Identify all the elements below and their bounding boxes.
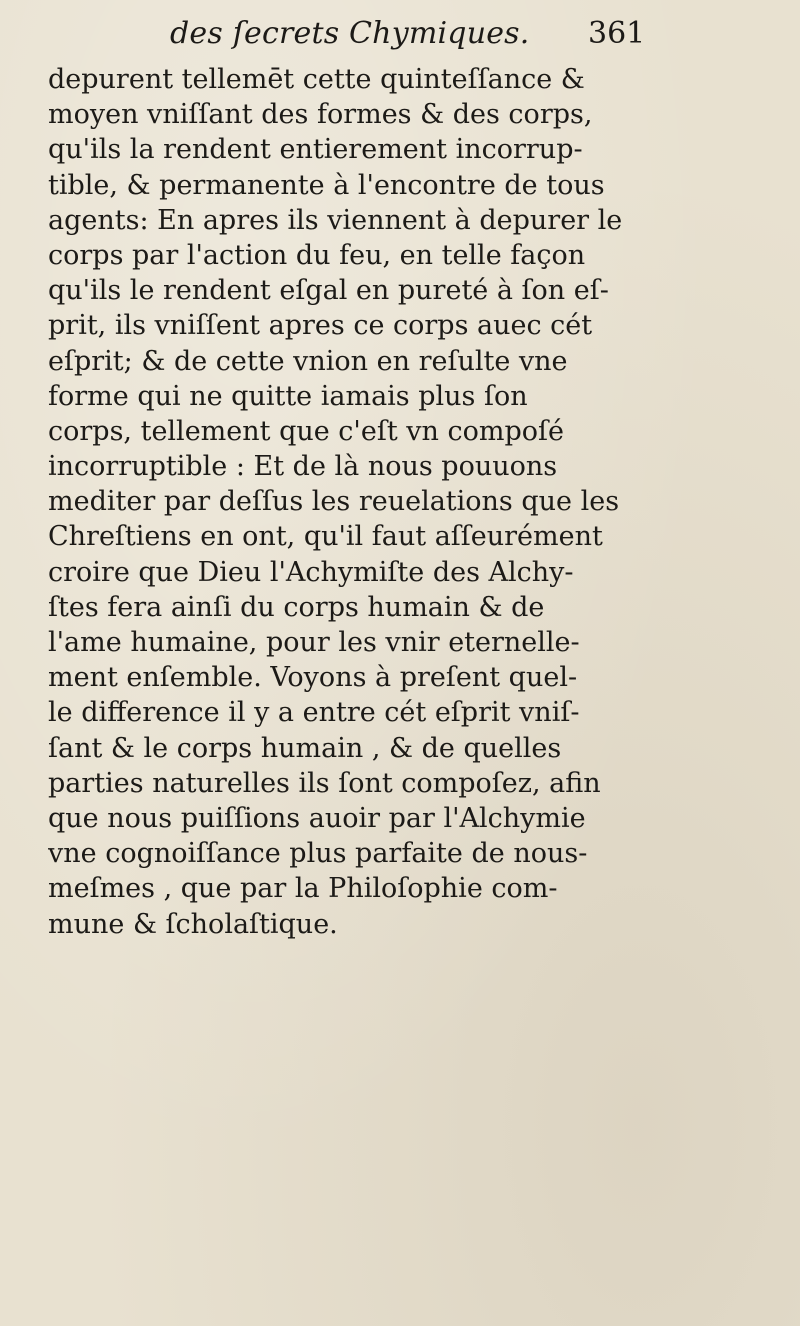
running-head (170, 14, 646, 54)
body-text (48, 62, 768, 942)
text-line: ſtes fera ainſi du corps humain & de (48, 591, 545, 623)
text-line: depurent tellemēt cette quinteſſance & (48, 64, 585, 95)
text-line: prit, ils vniſſent apres ce corps auec cét (48, 310, 593, 342)
text-line: Chreſtiens en ont, qu'il faut aſſeurément (48, 521, 603, 553)
text-line: forme qui ne quitte iamais plus ſon (48, 380, 528, 412)
text-line: tible, & permanente à l'encontre de tous (48, 169, 605, 201)
text-line: parties naturelles ils ſont compoſez, afin (48, 767, 601, 799)
text-line: l'ame humaine, pour les vnir eternelle- (48, 627, 580, 658)
text-line: moyen vniſſant des formes & des corps, (48, 99, 593, 131)
text-line: corps, tellement que c'eſt vn compoſé (48, 415, 564, 447)
text-line: eſprit; & de cette vnion en reſulte vne (48, 345, 568, 377)
running-head-title: des ſecrets Chymiques. (170, 16, 530, 51)
text-line: mediter par deſſus les reuelations que les (48, 486, 620, 518)
text-line: qu'ils la rendent entierement incorrup- (48, 134, 583, 166)
text-line: le difference il y a entre cét eſprit vniſ- (48, 697, 580, 729)
text-line: ſant & le corps humain , & de quelles (48, 732, 562, 764)
text-line: ment enſemble. Voyons à preſent quel- (48, 662, 578, 694)
text-line: que nous puiſſions auoir par l'Alchymie (48, 802, 586, 834)
text-line: agents: En apres ils viennent à depurer le (48, 204, 623, 236)
text-line: incorruptible : Et de là nous pouuons (48, 451, 558, 483)
text-line: qu'ils le rendent eſgal en pureté à ſon eſ- (48, 275, 609, 307)
text-line: meſmes , que par la Philoſophie com- (48, 873, 558, 905)
text-line: mune & ſcholaſtique. (48, 908, 338, 940)
page-number: 361 (588, 16, 646, 51)
text-line: croire que Dieu l'Achymiſte des Alchy- (48, 556, 574, 588)
text-line: corps par l'action du feu, en telle façon (48, 239, 586, 271)
text-line: vne cognoiſſance plus parfaite de nous- (48, 838, 588, 870)
